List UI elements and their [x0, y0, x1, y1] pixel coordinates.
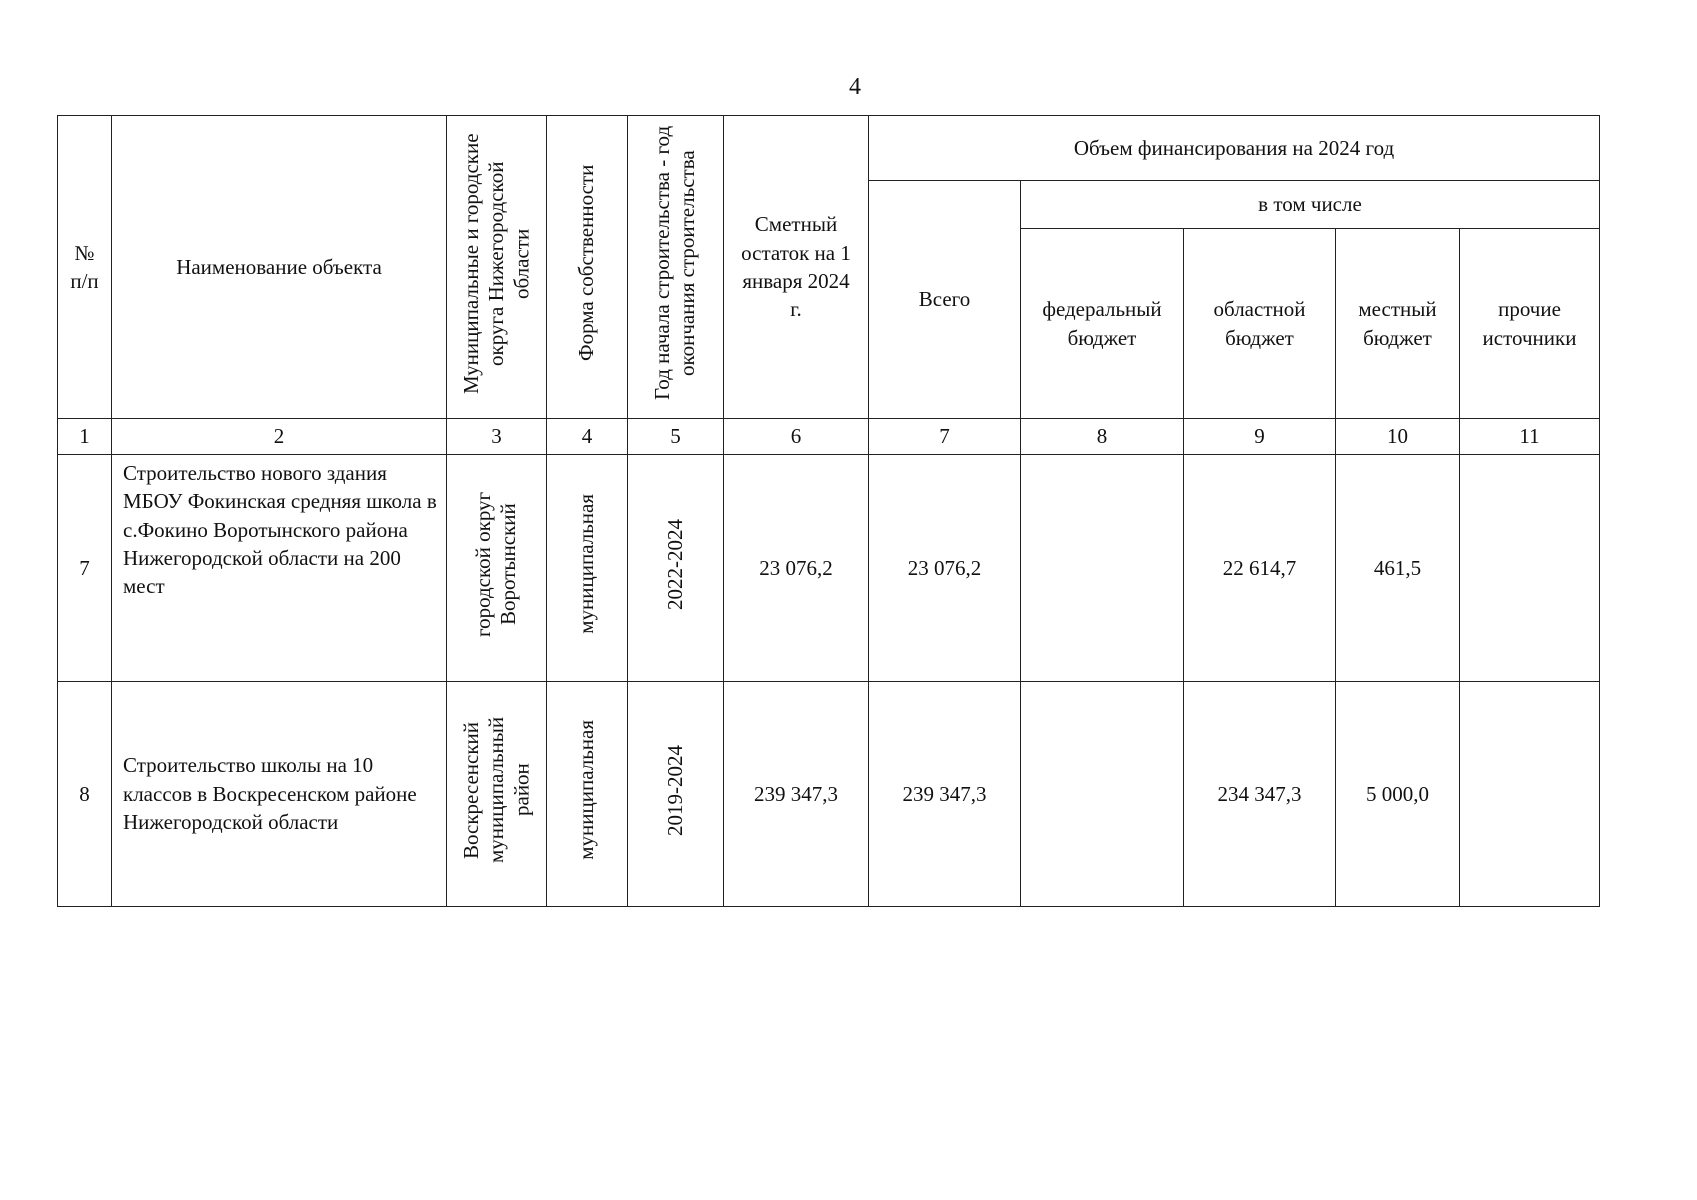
column-number: 5	[628, 419, 724, 455]
column-number: 2	[112, 419, 447, 455]
header-years-text: Год начала строительства - год окончания строительства	[650, 126, 700, 401]
column-number: 7	[869, 419, 1021, 455]
header-object-name: Наименование объекта	[112, 116, 447, 419]
header-regional	[1184, 229, 1336, 419]
column-number: 4	[547, 419, 628, 455]
header-federal	[1021, 229, 1184, 419]
header-district	[447, 116, 547, 419]
column-number: 8	[1021, 419, 1184, 455]
local-value: 461,5	[1336, 455, 1460, 682]
district-cell	[447, 682, 547, 907]
header-ownership-text: Форма собственности	[574, 165, 599, 362]
total-value: 23 076,2	[869, 455, 1021, 682]
header-total: Всего	[869, 181, 1021, 419]
financing-table	[57, 115, 1600, 907]
local-value: 5 000,0	[1336, 682, 1460, 907]
regional-value: 234 347,3	[1184, 682, 1336, 907]
balance-value: 239 347,3	[724, 682, 869, 907]
other-value	[1460, 682, 1600, 907]
header-financing-group: Объем финансирования на 2024 год	[869, 116, 1600, 181]
years-cell	[628, 455, 724, 682]
header-federal-text: федеральный бюджет	[1042, 297, 1162, 350]
ownership-cell	[547, 682, 628, 907]
ownership-text: муниципальная	[574, 720, 599, 861]
header-regional-text: областной бюджет	[1213, 297, 1306, 350]
header-district-text: Муниципальные и городские округа Нижегородской области	[458, 133, 534, 394]
header-balance	[724, 116, 869, 419]
ownership-cell	[547, 455, 628, 682]
header-subgroup: в том числе	[1021, 181, 1600, 229]
district-text: городской округ Воротынский	[471, 491, 521, 637]
federal-value	[1021, 682, 1184, 907]
row-number: 7	[58, 455, 112, 682]
regional-value: 22 614,7	[1184, 455, 1336, 682]
other-value	[1460, 455, 1600, 682]
row-number: 8	[58, 682, 112, 907]
header-balance-text: Сметный остаток на 1 января 2024 г.	[741, 212, 851, 322]
header-other	[1460, 229, 1600, 419]
column-number: 9	[1184, 419, 1336, 455]
header-num-text: № п/п	[70, 240, 99, 293]
header-row-1	[58, 116, 1600, 181]
header-num	[58, 116, 112, 419]
header-ownership	[547, 116, 628, 419]
column-number: 1	[58, 419, 112, 455]
years-text: 2019-2024	[662, 744, 687, 836]
federal-value	[1021, 455, 1184, 682]
balance-value: 23 076,2	[724, 455, 869, 682]
object-name: Строительство нового здания МБОУ Фокинская средняя школа в с.Фокино Воротынского района Нижегородской области на 200 мест	[112, 455, 447, 682]
column-number: 3	[447, 419, 547, 455]
header-other-text: прочие источники	[1482, 297, 1577, 350]
column-number: 6	[724, 419, 869, 455]
years-cell	[628, 682, 724, 907]
table-row	[58, 455, 1600, 682]
ownership-text: муниципальная	[574, 494, 599, 635]
total-value: 239 347,3	[869, 682, 1021, 907]
header-local-text: местный бюджет	[1358, 297, 1437, 350]
district-text: Воскресенский муниципальный район	[458, 717, 534, 864]
years-text: 2022-2024	[662, 518, 687, 610]
header-years	[628, 116, 724, 419]
object-name: Строительство школы на 10 классов в Воскресенском районе Нижегородской области	[112, 682, 447, 907]
district-cell	[447, 455, 547, 682]
column-number: 10	[1336, 419, 1460, 455]
table-row	[58, 682, 1600, 907]
header-local	[1336, 229, 1460, 419]
column-number: 11	[1460, 419, 1600, 455]
page-number: 4	[849, 74, 861, 100]
column-number-row	[58, 419, 1600, 455]
